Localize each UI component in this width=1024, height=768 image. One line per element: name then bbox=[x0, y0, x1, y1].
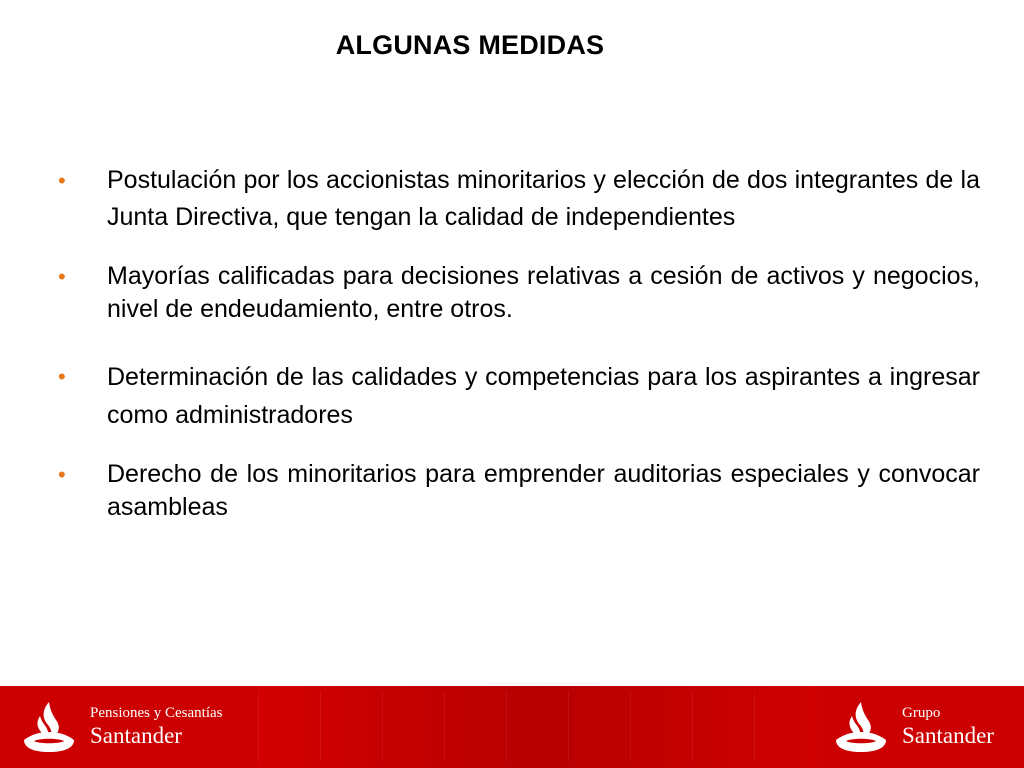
bullet-item bbox=[50, 260, 980, 326]
brand-left-line2: Santander bbox=[90, 723, 182, 748]
footer-banner bbox=[0, 686, 1024, 768]
santander-flame-icon bbox=[830, 696, 892, 758]
brand-right-line1: Grupo bbox=[902, 705, 941, 721]
brand-right-line2: Santander bbox=[902, 723, 994, 748]
bullet-dot-icon: • bbox=[58, 168, 66, 193]
bullet-text: Derecho de los minoritarios para emprender auditorias especiales y convocar asambleas bbox=[107, 460, 980, 521]
slide-title: ALGUNAS MEDIDAS bbox=[335, 30, 605, 60]
bullet-item bbox=[50, 162, 980, 236]
grupo-santander-logo bbox=[830, 686, 994, 768]
bullet-text: Postulación por los accionistas minoritarios y elección de dos integrantes de la Junta Directiva, que tengan la calidad de independientes bbox=[107, 166, 980, 231]
bullet-item bbox=[50, 358, 980, 434]
bullet-list bbox=[50, 162, 980, 524]
bullet-item bbox=[50, 458, 980, 524]
bullet-text: Mayorías calificadas para decisiones relativas a cesión de activos y negocios, nivel de endeudamiento, entre otros. bbox=[107, 262, 980, 323]
bullet-dot-icon: • bbox=[58, 462, 66, 487]
pensiones-santander-logo bbox=[18, 686, 223, 768]
bullet-dot-icon: • bbox=[58, 364, 66, 389]
bullet-text: Determinación de las calidades y competencias para los aspirantes a ingresar como administradores bbox=[107, 363, 980, 429]
santander-flame-icon bbox=[18, 696, 80, 758]
brand-left-line1: Pensiones y Cesantías bbox=[90, 705, 223, 721]
bullet-dot-icon: • bbox=[58, 264, 66, 289]
footer-pattern bbox=[258, 686, 820, 768]
